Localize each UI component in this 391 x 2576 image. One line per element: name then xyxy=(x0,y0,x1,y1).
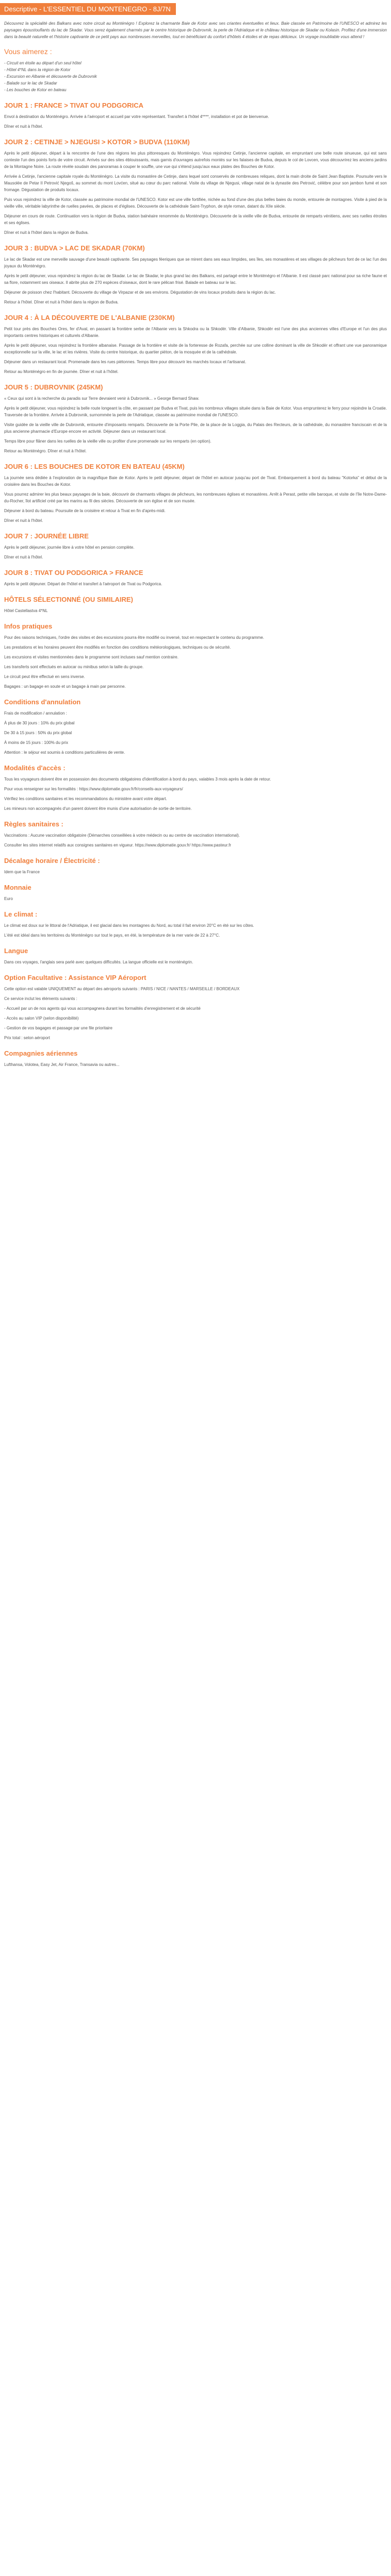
climate-text: Le climat est doux sur le littoral de l'Adriatique, il est glacial dans les montagnes du Nord, au total il fait environ 20°C en été sur les côtes. xyxy=(4,923,254,928)
must-see-item: - Hôtel 4*NL dans la région de Kotor xyxy=(4,67,71,72)
access-formalities-text: Tous les voyageurs doivent être en possession des documents obligatoires d'identification à bord du pays, valables 3 mois après la date de retour. xyxy=(4,777,271,782)
day-title: JOUR 1 : FRANCE > TIVAT OU PODGORICA xyxy=(4,101,144,109)
must-see-item: - Circuit en étoile au départ d'un seul hôtel xyxy=(4,61,82,65)
cancellation-conditions-title: Conditions d'annulation xyxy=(4,698,81,706)
language-title: Langue xyxy=(4,947,28,955)
health-rules-title: Règles sanitaires : xyxy=(4,820,63,828)
time-difference-text: Idem que la France xyxy=(4,870,40,874)
access-formalities-text: Les mineurs non accompagnés d'un parent doivent être munis d'une autorisation de sortie de territoire. xyxy=(4,806,192,811)
day-paragraph: Après le petit déjeuner, journée libre à votre hôtel en pension complète. xyxy=(4,545,135,550)
cancellation-conditions-text: Frais de modification / annulation : xyxy=(4,711,67,716)
vip-option-text: - Accès au salon VIP (selon disponibilité) xyxy=(4,1016,79,1021)
day-paragraph: Dîner et nuit à l'hôtel. xyxy=(4,124,43,129)
must-see-item: - Balade sur le lac de Skadar xyxy=(4,81,57,86)
day-title: JOUR 4 : À LA DÉCOUVERTE DE L'ALBANIE (230KM) xyxy=(4,314,175,321)
vip-option-text: Prix total : selon aéroport xyxy=(4,1036,50,1040)
day-paragraph: Après le petit déjeuner, vous rejoindrez la région du lac de Skadar. Le lac de Skadar, le plus grand lac des Balkans, est partagé entre le Monténégro et l'Albanie. Il est classé parc national pour sa riche faune et sa flore, notamment ses oiseaux. Il abrite plus de 270 espèces d'oiseaux, dont le rare pélican frisé. Balade en bateau sur le lac. xyxy=(4,274,387,285)
climate-title: Le climat : xyxy=(4,910,38,918)
day-paragraph: Après le petit déjeuner. Départ de l'hôtel et transfert à l'aéroport de Tivat ou Podgorica. xyxy=(4,582,162,586)
day-paragraph: Retour à l'hôtel. Dîner et nuit à l'hôtel dans la région de Budva. xyxy=(4,300,119,304)
day-paragraph: Après le petit déjeuner, vous rejoindrez la frontière albanaise. Passage de la frontière et visite de la forteresse de Rozafa, perchée sur une colline dominant la ville de Shkodër et offrant une vue panoramique exceptionnelle sur la ville, le lac et les rivières. Visite du centre historique, du quartier piéton, de la mosquée et de la cathédrale. xyxy=(4,343,387,354)
practical-info-text: Pour des raisons techniques, l'ordre des visites et des excursions pourra être modifié ou inversé, tout en respectant le contenu du programme. xyxy=(4,635,265,640)
currency-text: Euro xyxy=(4,896,13,901)
day-title: JOUR 2 : CETINJE > NJEGUSI > KOTOR > BUDVA (110KM) xyxy=(4,138,190,146)
cancellation-conditions-text: De 30 à 15 jours : 50% du prix global xyxy=(4,731,72,735)
access-formalities-text: Pour vous renseigner sur les formalités : https://www.diplomatie.gouv.fr/fr/conseils-aux-voyageurs/ xyxy=(4,787,183,791)
airlines-text: Lufthansa, Volotea, Easy Jet, Air France, Transavia ou autres... xyxy=(4,1062,120,1067)
day-paragraph: Retour au Monténégro en fin de journée. Dîner et nuit à l'hôtel. xyxy=(4,369,119,374)
hotel-item: Hôtel Castellastva 4*NL xyxy=(4,608,48,613)
practical-info-text: Le circuit peut être effectué en sens inverse. xyxy=(4,674,85,679)
day-paragraph: Déjeuner à bord du bateau. Poursuite de la croisière et retour à Tivat en fin d'après-midi. xyxy=(4,509,166,513)
day-title: JOUR 3 : BUDVA > LAC DE SKADAR (70KM) xyxy=(4,244,145,252)
day-paragraph: Après le petit déjeuner, vous rejoindrez la belle route longeant la côte, en passant par Budva et Tivat, puis les nombreux villages située dans la Baie de Kotor. Vous emprunterez le ferry pour rejoindre la Croatie. Traversée de la frontière. Arrivée à Dubrovnik, surnommée la perle de l'Adriatique, classée au patrimoine mondial de l'UNESCO. xyxy=(4,406,387,417)
cancellation-conditions-text: À plus de 30 jours : 10% du prix global xyxy=(4,721,75,725)
day-paragraph: Vous pourrez admirer les plus beaux paysages de la baie, découvrir de charmants villages de pêcheurs, les nombreuses églises et monastères. Arrêt à Perast, petite ville baroque, et visite de l'île Notre-Dame-du-Rocher, îlot artificiel créé par les marins au fil des siècles. Découverte de son église et de son musée. xyxy=(4,492,387,503)
cancellation-conditions-text: À moins de 15 jours : 100% du prix xyxy=(4,740,69,745)
day-paragraph: Petit tour près des Bouches Ores, fer d'Aval, en passant la frontière serbe de l'Albanie vers la Shkodra ou la Shkodër. Ville d'Albanie, Shkodër est l'une des plus anciennes villes d'Europe et l'un des plus importants centres historiques et culturels d'Albanie. xyxy=(4,327,387,338)
vip-option-text: Ce service inclut les éléments suivants : xyxy=(4,996,77,1001)
time-difference-title: Décalage horaire / Électricité : xyxy=(4,857,100,865)
vip-option-title: Option Facultative : Assistance VIP Aéroport xyxy=(4,974,146,981)
vip-option-text: - Accueil par un de nos agents qui vous accompagnera durant les formalités d'enregistrement et de sécurité xyxy=(4,1006,201,1011)
day-paragraph: Le lac de Skadar est une merveille sauvage d'une beauté captivante. Ses paysages féeriques que se mirent dans ses eaux limpides, ses îles, ses monastères et ses villages de pêcheurs font de ce lac l'un des joyaux du Monténégro. xyxy=(4,257,387,268)
must-see-title: Vous aimerez : xyxy=(4,47,52,56)
day-paragraph: Visite guidée de la vieille ville de Dubrovnik, entourée d'imposants remparts. Découverte de la Porte Pile, de la place de la Loggia, du Palais des Recteurs, de la cathédrale, du monastère franciscain et de la plus ancienne pharmacie d'Europe encore en activité. Déjeuner dans un restaurant local. xyxy=(4,422,387,434)
must-see-item: - Les bouches de Kotor en bateau xyxy=(4,88,67,92)
day-paragraph: La journée sera dédiée à l'exploration de la magnifique Baie de Kotor. Après le petit déjeuner, départ de l'hôtel en autocar jusqu'au port de Tivat. Embarquement à bord du bateau "Kotorka" et début de la croisière dans les Bouches de Kotor. xyxy=(4,476,387,487)
page-title: Descriptive - L'ESSENTIEL DU MONTENEGRO - 8J/7N xyxy=(0,3,176,15)
practical-info-text: Les transferts sont effectués en autocar ou minibus selon la taille du groupe. xyxy=(4,665,144,669)
day-paragraph: Déjeuner en cours de route. Continuation vers la région de Budva, station balnéaire renommée du Monténégro. Découverte de la vieille ville de Budva, entourée de remparts vénitiens, avec ses ruelles étroites et ses églises. xyxy=(4,214,387,225)
days-section xyxy=(4,101,387,587)
hotels-title: HÔTELS SÉLECTIONNÉ (OU SIMILAIRE) xyxy=(4,596,133,603)
day-title: JOUR 7 : JOURNÉE LIBRE xyxy=(4,532,89,540)
day-paragraph: Après le petit déjeuner, départ à la rencontre de l'une des régions les plus pittoresques du Monténégro. Vous rejoindrez Cetinje, l'ancienne capitale, en empruntant une belle route sinueuse, qui est sans conteste l'un des points forts de votre circuit. Arrivés sur des sites éblouissants, mais garnis d'ouvrages autrefois montés sur les falaises de Budva, depuis le col de Lovcen, vous découvrirez les anciens jardins de la Montagne Noire. La route révèle soudain des panoramas à couper le souffle, une vue qui s'étend jusqu'aux eaux plates des Bouches de Kotor. xyxy=(4,151,387,169)
hotels-list xyxy=(4,607,387,614)
practical-info-text: Les excursions et visites mentionnées dans le programme sont incluses sauf mention contraire. xyxy=(4,655,178,659)
day-paragraph: Dîner et nuit à l'hôtel dans la région de Budva. xyxy=(4,230,89,235)
day-title: JOUR 8 : TIVAT OU PODGORICA > FRANCE xyxy=(4,569,143,577)
info-section xyxy=(4,622,387,1068)
day-paragraph: Envol à destination du Monténégro. Arrivée à l'aéroport et accueil par votre représentant. Transfert à l'hôtel 4****, installation et pot de bienvenue. xyxy=(4,114,269,119)
content xyxy=(0,20,391,1068)
page xyxy=(0,0,391,1077)
day-paragraph: Déjeuner de poisson chez l'habitant. Découverte du village de Virpazar et de ses environs. Dégustation de vins locaux produits dans la région du lac. xyxy=(4,290,276,295)
climate-text: L'été est idéal dans les territoires du Monténégro sur tout le pays, en été, la température de la mer varie de 22 à 27°C. xyxy=(4,933,220,938)
practical-info-text: Les prestations et les horaires peuvent être modifiés en fonction des conditions météorologiques, techniques ou de sécurité. xyxy=(4,645,231,650)
day-paragraph: Dîner et nuit à l'hôtel. xyxy=(4,555,43,560)
access-formalities-title: Modalités d'accès : xyxy=(4,764,66,772)
day-paragraph: « Ceux qui sont à la recherche du paradis sur Terre devraient venir à Dubrovnik... » George Bernard Shaw. xyxy=(4,396,200,401)
day-paragraph: Temps libre pour flâner dans les ruelles de la vieille ville ou profiter d'une promenade sur les remparts (en option). xyxy=(4,439,211,444)
access-formalities-text: Vérifiez les conditions sanitaires et les recommandations du ministère avant votre départ. xyxy=(4,796,167,801)
intro-text: Découvrez la spécialité des Balkans avec notre circuit au Monténégro ! Explorez la charmante Baie de Kotor avec ses criantes éventuelles et lieux. Baie classée en Patrimoine de l'UNESCO et admirez les paysages époustouflants du lac de Skadar. Vous serez également charmés par le centre historique de Dubrovnik, la perle de l'Adriatique et le château historique de Skadar ou Kolasin. Profitez d'une immersion dans la beauté naturelle et l'histoire captivante de ce petit pays aux nombreuses merveilles, tout en bénéficiant du confort d'hôtels 4 étoiles et de repas délicieux. Un voyage inoubliable vous attend ! xyxy=(4,21,387,39)
practical-info-title: Infos pratiques xyxy=(4,622,53,630)
day-paragraph: Puis vous rejoindrez la ville de Kotor, classée au patrimoine mondial de l'UNESCO. Kotor est une ville fortifiée, nichée au fond d'une des plus belles baies du monde, entourée de montagnes. Visite à pied de la vieille ville, véritable labyrinthe de ruelles pavées, de places et d'églises. Découverte de la cathédrale Saint-Tryphon, de style roman, datant du XIIe siècle. xyxy=(4,197,387,209)
practical-info-text: Bagages : un bagage en soute et un bagage à main par personne. xyxy=(4,684,126,689)
cancellation-conditions-text: Attention : le séjour est soumis à conditions particulières de vente. xyxy=(4,750,125,755)
day-paragraph: Arrivée à Cetinje, l'ancienne capitale royale du Monténégro. La visite du monastère de Cetinje, dans lequel sont conservés de nombreuses reliques, dont la main droite de Saint Jean Baptiste. Poursuite vers le Mausolée de Petar II Petrović Njegoš, au sommet du mont Lovćen, situé au cœur du parc national. Visite du village de Njegusi, village natal de la dynastie des Petrović, célèbre pour son jambon fumé et son fromage. Dégustation de produits locaux. xyxy=(4,174,387,192)
day-paragraph: Déjeuner dans un restaurant local. Promenade dans les rues piétonnes. Temps libre pour découvrir les marchés locaux et l'artisanat. xyxy=(4,360,247,364)
day-paragraph: Dîner et nuit à l'hôtel. xyxy=(4,518,43,523)
health-rules-text: Consulter les sites internet relatifs aux consignes sanitaires en vigueur. https://www.diplomatie.gouv.fr/ https://www.pasteur.fr xyxy=(4,843,232,848)
day-title: JOUR 6 : LES BOUCHES DE KOTOR EN BATEAU (45KM) xyxy=(4,463,185,470)
airlines-title: Compagnies aériennes xyxy=(4,1049,78,1057)
must-see-list xyxy=(4,60,387,93)
vip-option-text: - Gestion de vos bagages et passage par une file prioritaire xyxy=(4,1026,112,1030)
vip-option-text: Cette option est valable UNIQUEMENT au départ des aéroports suivants : PARIS / NICE / NANTES / MARSEILLE / BORDEAUX xyxy=(4,987,240,991)
language-text: Dans ces voyages, l'anglais sera parlé avec quelques difficultés. La langue officielle est le monténégrin. xyxy=(4,960,193,964)
health-rules-text: Vaccinations : Aucune vaccination obligatoire (Démarches conseillées à votre médecin ou au centre de vaccination international). xyxy=(4,833,240,838)
currency-title: Monnaie xyxy=(4,884,31,891)
day-title: JOUR 5 : DUBROVNIK (245KM) xyxy=(4,383,103,391)
must-see-item: - Excursion en Albanie et découverte de Dubrovnik xyxy=(4,74,97,79)
day-paragraph: Retour au Monténégro. Dîner et nuit à l'hôtel. xyxy=(4,449,87,453)
